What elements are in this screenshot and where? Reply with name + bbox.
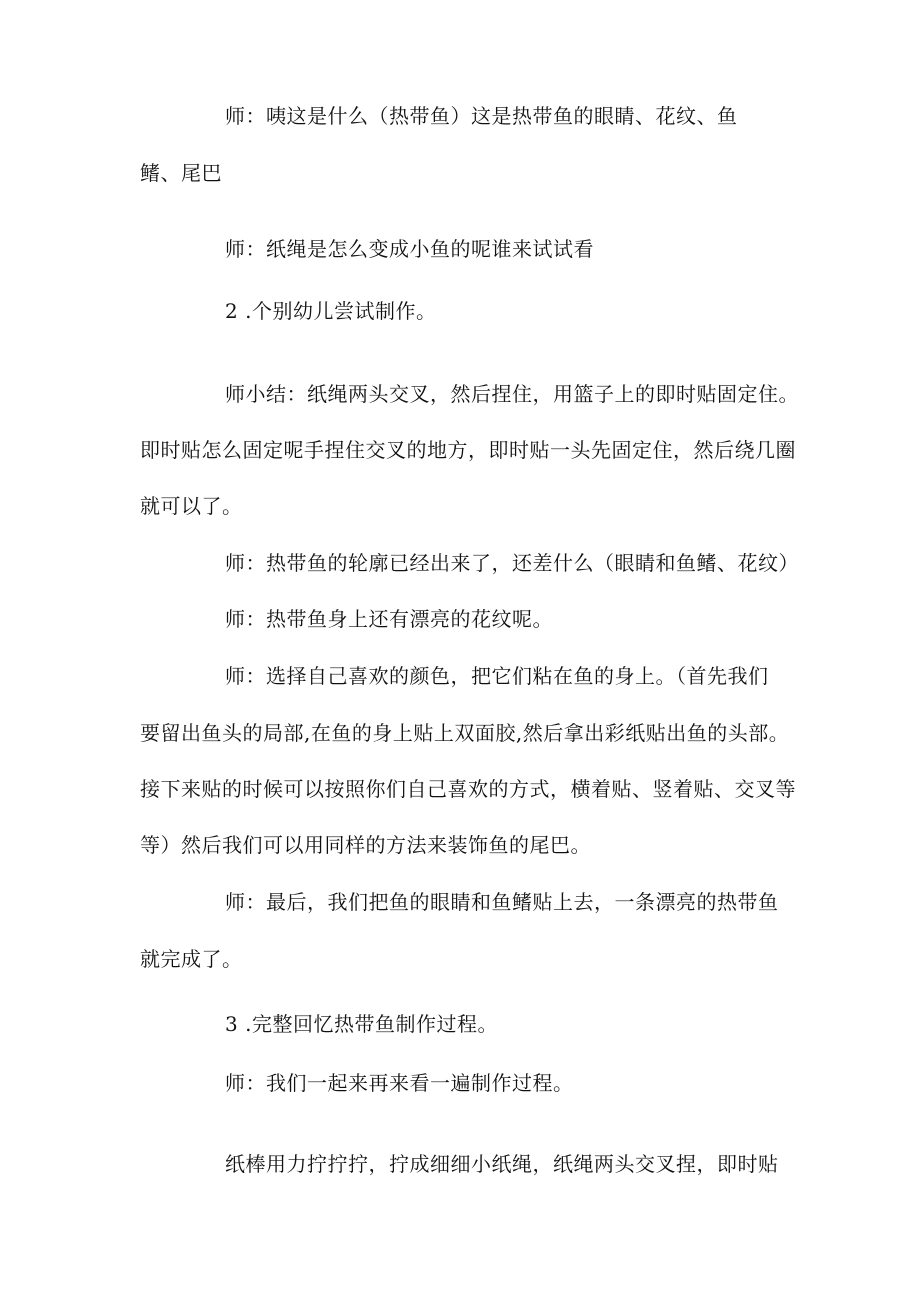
- text-line: 师小结：纸绳两头交叉，然后捏住，用篮子上的即时贴固定住。: [225, 382, 799, 406]
- text-line: 就完成了。: [140, 947, 243, 971]
- text-line: 就可以了。: [140, 494, 243, 518]
- text-line: 师：热带鱼身上还有漂亮的花纹呢。: [225, 607, 553, 631]
- text-line: 鳍、尾巴: [140, 161, 222, 185]
- text-line: 师：我们一起来再来看一遍制作过程。: [225, 1071, 574, 1095]
- text-line: 师：热带鱼的轮廓已经出来了，还差什么（眼睛和鱼鳍、花纹）: [225, 551, 799, 575]
- text-line: 纸棒用力拧拧拧，拧成细细小纸绳，纸绳两头交叉捏，即时贴: [225, 1152, 779, 1176]
- text-line: 师：纸绳是怎么变成小鱼的呢谁来试试看: [225, 237, 594, 261]
- list-item-heading: 3 .完整回忆热带鱼制作过程。: [225, 1012, 498, 1036]
- text-line: 要留出鱼头的局部,在鱼的身上贴上双面胶,然后拿出彩纸贴出鱼的头部。: [140, 721, 790, 745]
- text-line: 师：选择自己喜欢的颜色，把它们粘在鱼的身上。（首先我们: [225, 664, 769, 688]
- text-line: 即时贴怎么固定呢手捏住交叉的地方，即时贴一头先固定住，然后绕几圈: [140, 438, 796, 462]
- text-line: 师：最后，我们把鱼的眼睛和鱼鳍贴上去，一条漂亮的热带鱼: [225, 890, 779, 914]
- list-item-heading: 2 .个别幼儿尝试制作。: [225, 299, 437, 323]
- text-line: 师：咦这是什么（热带鱼）这是热带鱼的眼睛、花纹、鱼: [225, 104, 738, 128]
- text-line: 接下来贴的时候可以按照你们自己喜欢的方式，横着贴、竖着贴、交叉等: [140, 777, 796, 801]
- text-line: 等）然后我们可以用同样的方法来装饰鱼的尾巴。: [140, 833, 591, 857]
